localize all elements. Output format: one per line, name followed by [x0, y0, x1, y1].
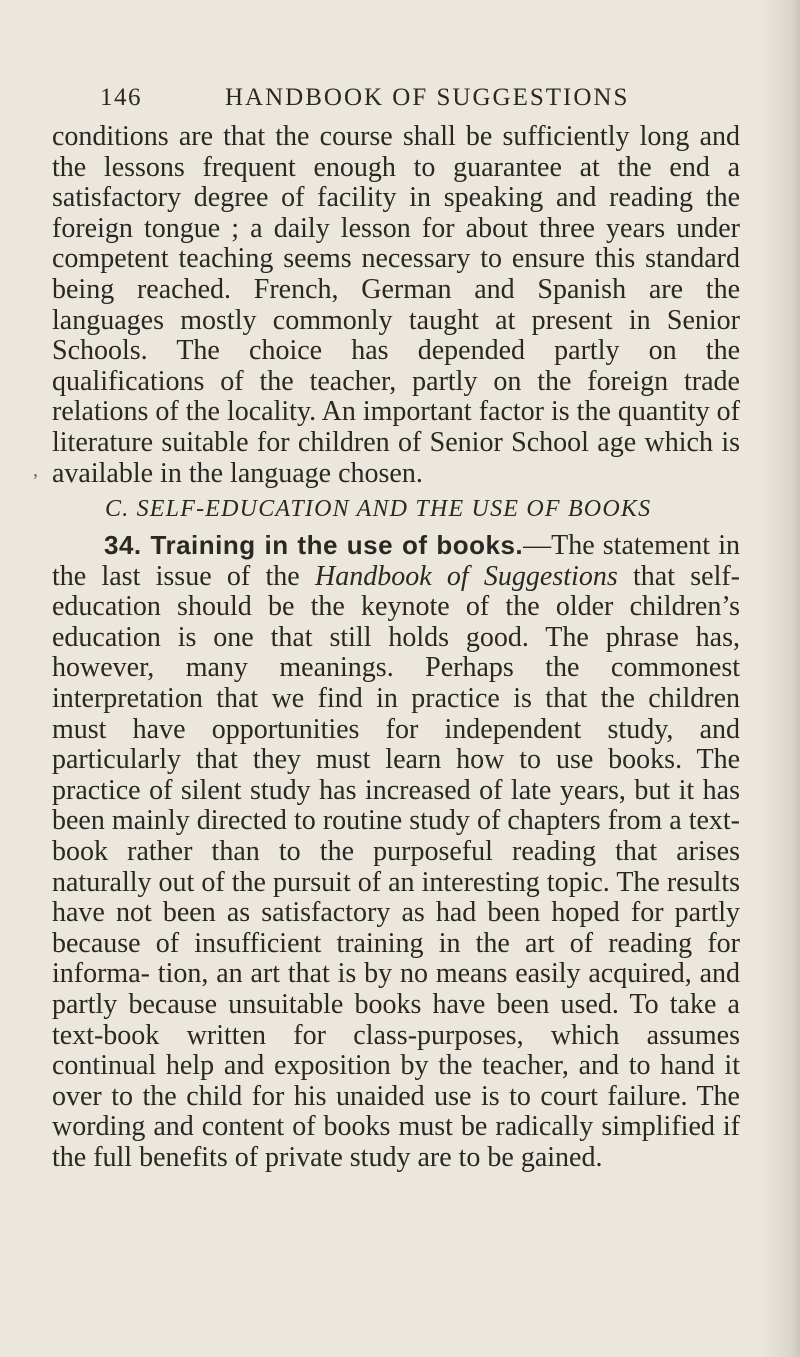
- page-header: [100, 78, 740, 118]
- handbook-title: Handbook of Suggestions: [314, 560, 618, 592]
- paragraph-training-in-use-of-books: [52, 530, 740, 1173]
- page-number: 146: [100, 84, 142, 111]
- margin-mark: ’: [32, 470, 39, 492]
- em-dash: —: [523, 530, 552, 561]
- running-title: HANDBOOK OF SUGGESTIONS: [225, 84, 630, 111]
- section-heading: C. SELF-EDUCATION AND THE USE OF BOOKS: [105, 496, 652, 522]
- paragraph-lead-in: 34. Training in the use of books.: [104, 530, 524, 560]
- paragraph-continued: conditions are that the course shall be sufficiently long and the lessons frequent enough to guarantee at the end a satisfactory degree of facility in speaking and reading the foreign tongue ; a daily lesson for about three years under competent teaching seems necessary to ensure this standard being reached. French, German and Spanish are the languages mostly commonly taught at present in Senior Schools. The choice has depended partly on the qualifications of the teacher, partly on the foreign trade relations of the locality. An important factor is the quantity of literature suitable for children of Senior School age which is available in the language chosen.: [52, 121, 740, 489]
- paragraph-text-a: The statement in the last issue of the: [52, 530, 740, 592]
- paragraph-text-b: that self-education should be the keynote of the older children’s education is one that still holds good. The phrase has, however, many meanings. Perhaps the commonest interpretation that we find in practice is that the children must have opportunities for independent study, and particularly that they must learn how to use books. The practice of silent study has increased of late years, but it has been mainly directed to routine study of chapters from a text-book rather than to the purposeful reading that arises naturally out of the pursuit of an interesting topic. The results have not been as satisfactory as had been hoped for partly because of insufficient training in the art of reading for informa- tion, an art that is by no means easily acquired, and partly because unsuitable books have been used. To take a text-book written for class-purposes, which assumes continual help and exposition by the teacher, and to hand it over to the child for his unaided use is to court failure. The wording and content of books must be radically simplified if the full benefits of private study are to be gained.: [52, 560, 740, 1173]
